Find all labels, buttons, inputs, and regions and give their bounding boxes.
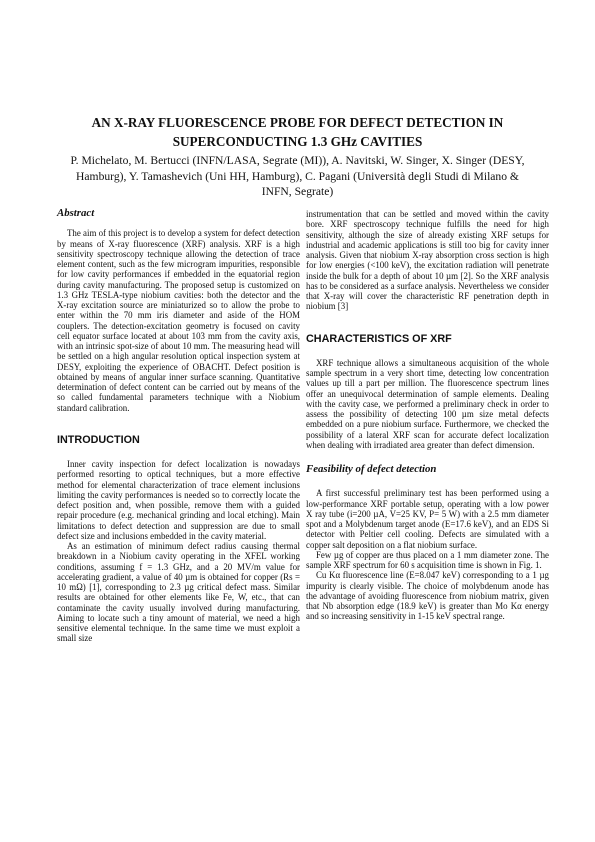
author-list [40, 153, 555, 200]
feasibility-paragraph-1: A first successful preliminary test has been performed using a low-performance XRF portable setup, operating with a low power X ray tube (i=200 µA, V=25 KV, P= 5 W) with a 2.5 mm diameter spot and a Molybdenum target anode (E=17.6 keV), and an EDS Si detector with Peltier cell cooling. Defects are simulated with a copper salt deposition on a flat niobium surface. [306, 488, 549, 550]
abstract-paragraph: The aim of this project is to develop a system for defect detection by means of X-ray fluorescence (XRF) analysis. XRF is a high sensitivity spectroscopy technique allowing the detection of trace element content, such as the few microgram impurities, responsible for low cavity performances if embedded in the equatorial region during cavity manufacturing. The proposed setup is customized on 1.3 GHz TESLA-type niobium cavities: both the detector and the X-ray excitation source are miniaturized so to allow the probe to enter within the 70 mm iris diameter and aside of the HOM couplers. The detection-excitation geometry is focused on cavity cell equator surface located at about 103 mm from the cavity axis, with an intrinsic spot-size of about 10 mm. The measuring head will be settled on a high angular resolution optical inspection system at DESY, exploiting the experience of OBACHT. Defect position is obtained by means of angular inner surface scanning. Quantitative determination of defect content can be carried out by means of the so called fundamental parameters technique with a Niobium standard calibration. [57, 228, 300, 413]
abstract-heading: Abstract [57, 207, 95, 219]
introduction-paragraph-2: As an estimation of minimum defect radius causing thermal breakdown in a Niobium cavity operating in the XFEL working conditions, assuming f = 1.3 GHz, and a 20 MV/m value for accelerating gradient, a value of 40 µm is obtained for copper (Rs = 10 mΩ) [1], corresponding to 2.3 µg critical defect mass. Similar results are obtained for other elements like Fe, W, etc., that can contaminate the cavity usually involved during manufacturing. Aiming to locate such a tiny amount of material, we need a high sensitive elemental technique. In the same time we must exploit a small size [57, 541, 300, 644]
introduction-heading: INTRODUCTION [57, 433, 140, 446]
title-line-2: SUPERCONDUCTING 1.3 GHz CAVITIES [172, 134, 423, 149]
feasibility-paragraph-2: Few µg of copper are thus placed on a 1 mm diameter zone. The sample XRF spectrum for 60 s acquisition time is shown in Fig. 1. [306, 549, 549, 570]
introduction-continued-paragraph: instrumentation that can be settled and moved within the cavity bore. XRF spectroscopy technique fulfills the need for high sensitivity, although the size of already existing XRF setups for industrial and academic applications is still too big for cavity inner analysis. Given that niobium X-ray absorption cross section is high for low energies (<100 keV), the excitation radiation will penetrate inside the bulk for a depth of about 10 µm [2]. So the XRF analysis has to be considered as a surface analysis. Nevertheless we consider that X-ray will cover the characteristic RF penetration depth in niobium [3] [306, 209, 549, 312]
authors-line-2: Hamburg), Y. Tamashevich (Uni HH, Hamburg), C. Pagani (Università degli Studi di Milano & [76, 169, 519, 183]
paper-title [40, 113, 555, 151]
feasibility-heading: Feasibility of defect detection [306, 463, 437, 475]
left-column [57, 208, 300, 644]
introduction-paragraph-1: Inner cavity inspection for defect localization is nowadays performed resorting to optical techniques, but a more effective method for elemental characterization of trace element inclusions limiting the cavity performances is needed so to correctly locate the defect position and, when possible, remove them with a guided repair procedure (e.g. mechanical grinding and local etching). Main limitations to defect detection and suppression are due to small defect size and inclusions embedded in the cavity material. [57, 459, 300, 541]
authors-line-3: INFN, Segrate) [261, 185, 334, 198]
authors-line-1: P. Michelato, M. Bertucci (INFN/LASA, Segrate (MI)), A. Navitski, W. Singer, X. Singer (DESY, [70, 154, 525, 167]
feasibility-paragraph-3: Cu Kα fluorescence line (E=8.047 keV) corresponding to a 1 µg impurity is clearly visible. The choice of molybdenum anode has the advantage of avoiding fluorescence from niobium matrix, given that Nb absorption edge (18.9 keV) is greater than Mo Kα energy and so increasing sensitivity in 1-15 keV spectral range. [306, 570, 549, 622]
right-column [306, 209, 549, 622]
characteristics-paragraph: XRF technique allows a simultaneous acquisition of the whole sample spectrum in a very short time, detecting low concentration values up till a part per million. The fluorescence spectrum lines offer an unequivocal determination of sample elements. Dealing with the cavity case, we performed a preliminary check in order to assess the possibility of detecting 100 µm size metal defects embedded on a pure niobium surface. Furthermore, we checked the possibility of a lateral XRF scan for accurate defect localization when dealing with irradiated area greater than defect dimension. [306, 357, 549, 450]
title-line-1: AN X-RAY FLUORESCENCE PROBE FOR DEFECT DETECTION IN [91, 115, 504, 130]
characteristics-heading: CHARACTERISTICS OF XRF [306, 332, 452, 345]
